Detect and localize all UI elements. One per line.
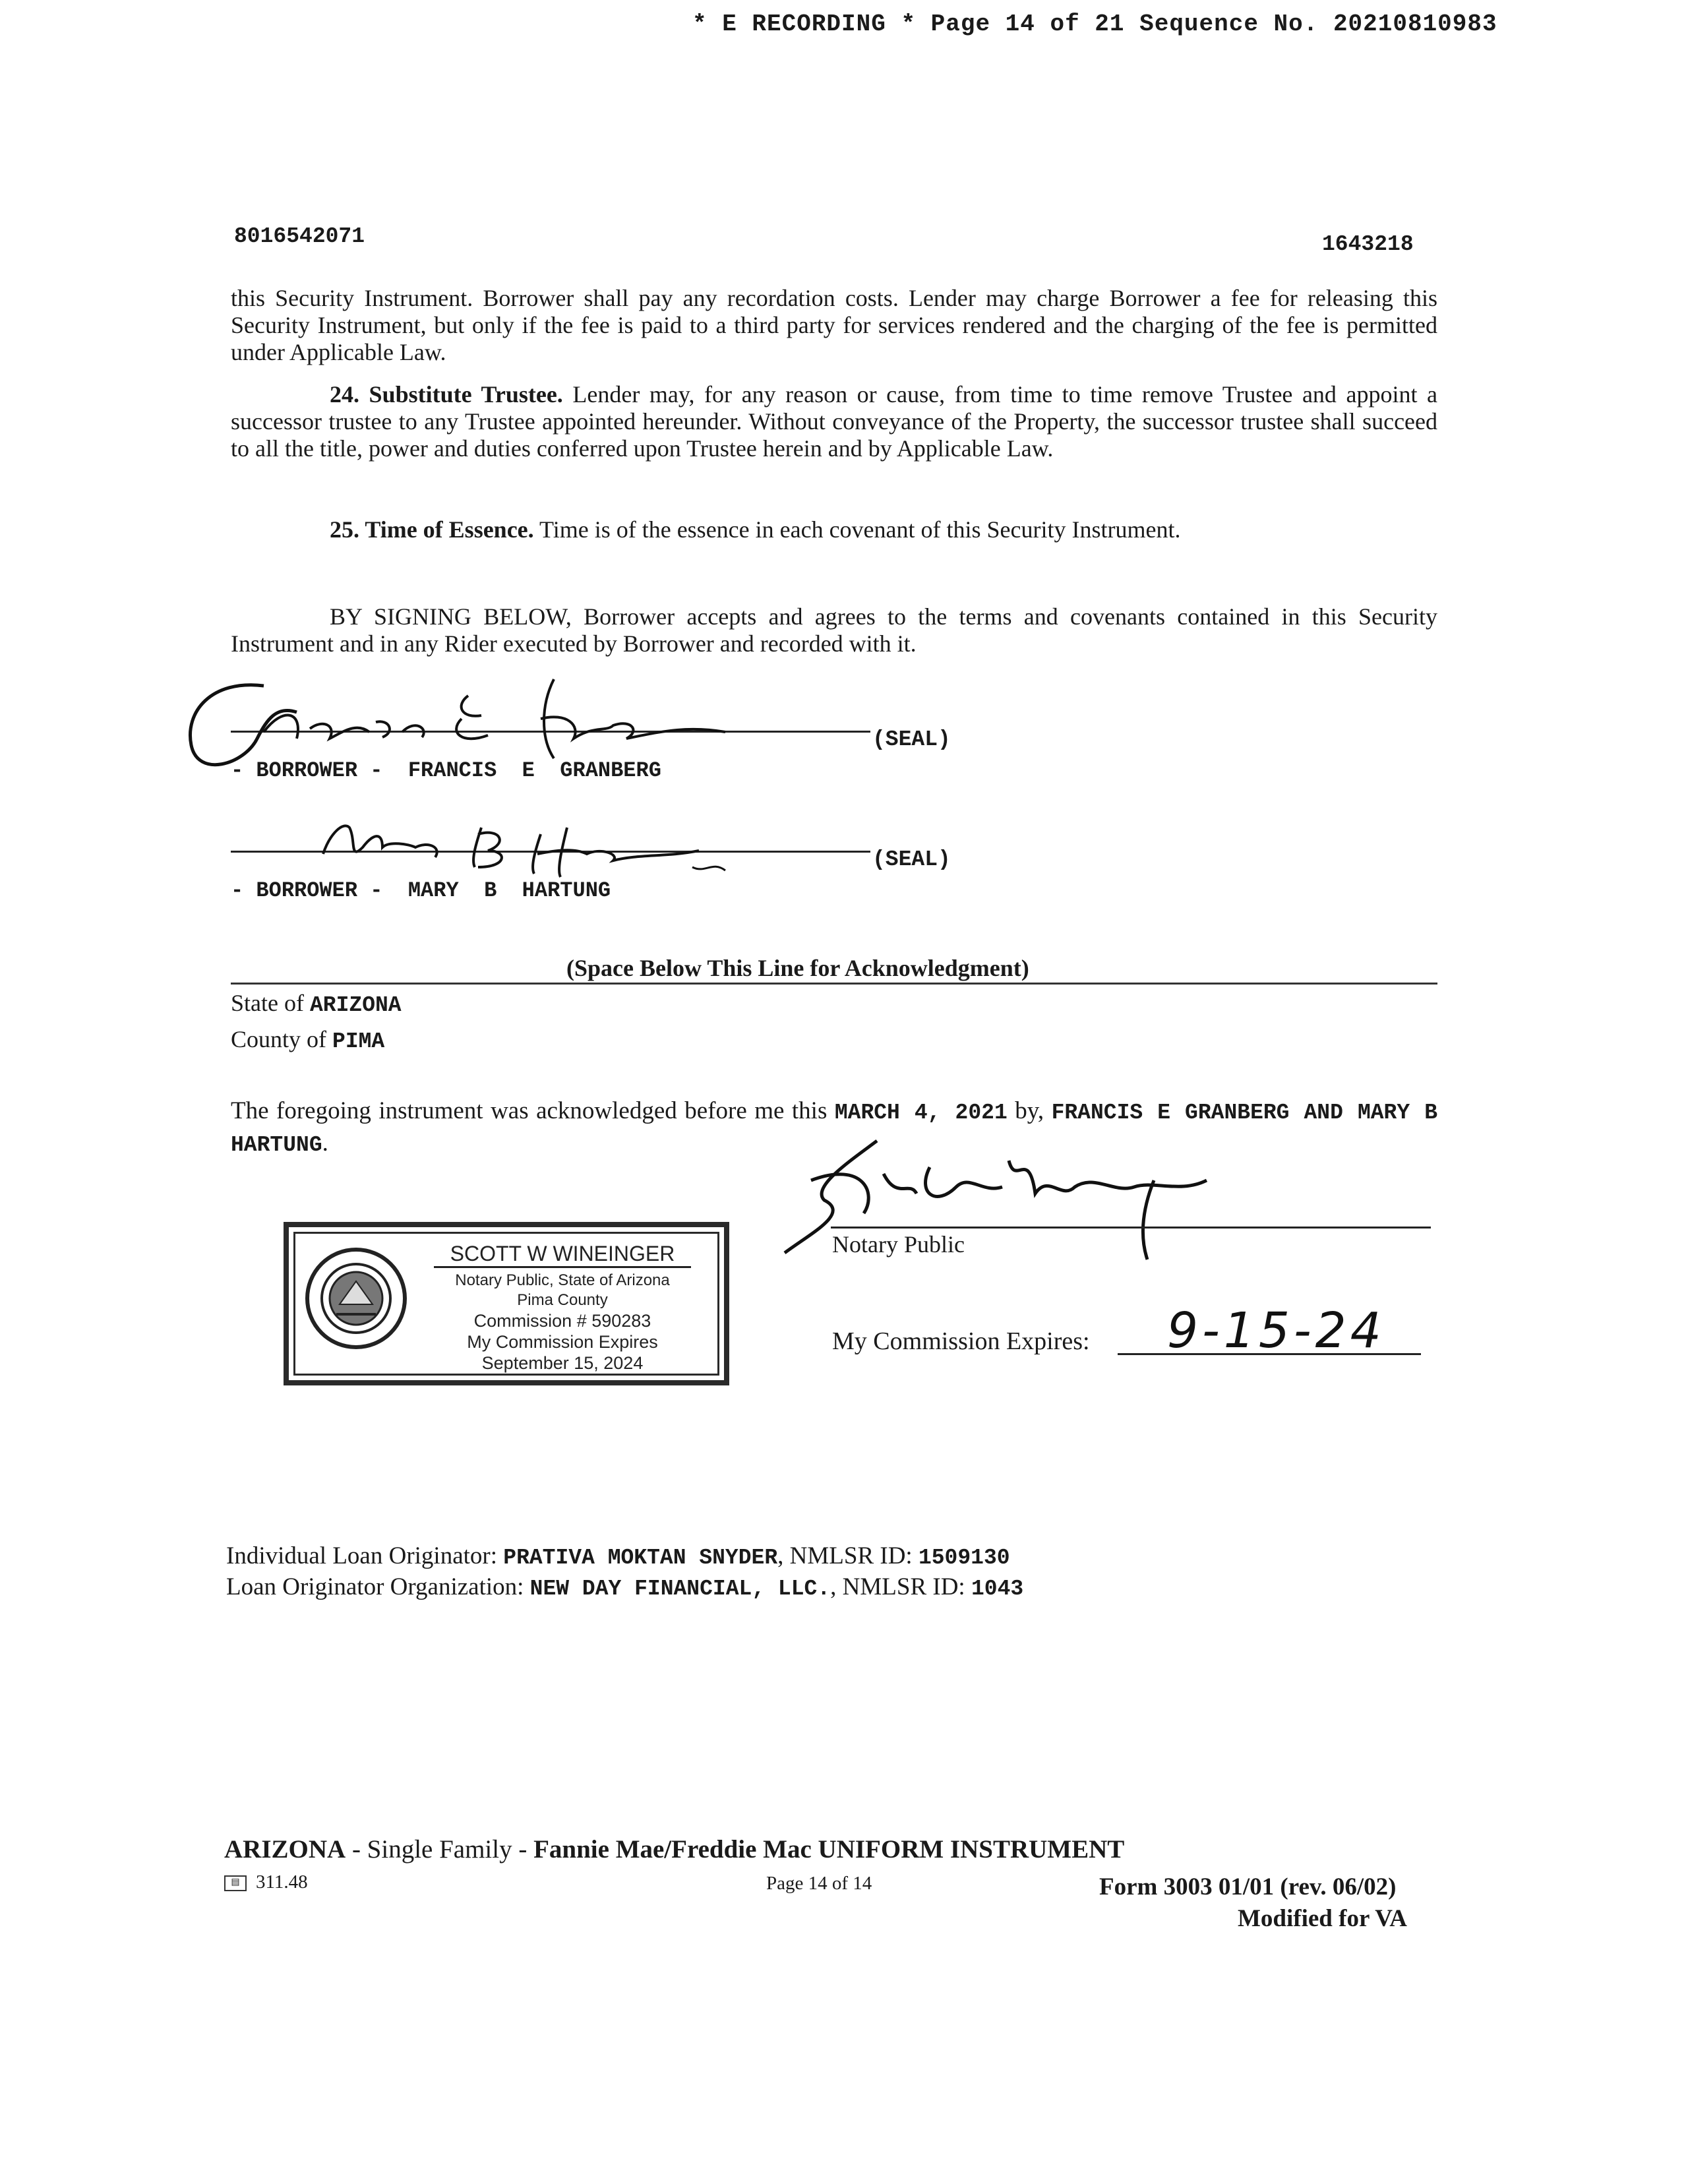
footer-form-title bbox=[224, 1835, 1124, 1864]
org-originator-label: Loan Originator Organization: bbox=[226, 1573, 530, 1600]
individual-nmls-label: , NMLSR ID: bbox=[777, 1542, 919, 1569]
borrower2-name: - BORROWER - MARY B HARTUNG bbox=[231, 878, 611, 903]
footer-state: ARIZONA bbox=[224, 1835, 346, 1864]
signing-paragraph: BY SIGNING BELOW, Borrower accepts and agrees to the terms and covenants contained in this Security Instrument and in any Rider executed by Borrower and recorded with it. bbox=[231, 603, 1437, 657]
state-prefix: State of bbox=[231, 990, 310, 1016]
stamp-line5: My Commission Expires bbox=[467, 1332, 658, 1352]
borrower2-signature bbox=[310, 808, 738, 887]
org-originator-name: NEW DAY FINANCIAL, LLC. bbox=[529, 1577, 831, 1601]
org-nmls-id: 1043 bbox=[971, 1577, 1024, 1601]
footer-code-line bbox=[224, 1871, 308, 1893]
notary-signature-line bbox=[831, 1227, 1431, 1228]
section-25-title: 25. Time of Essence. bbox=[330, 516, 534, 543]
ack-prefix: The foregoing instrument was acknowledged before me this bbox=[231, 1097, 835, 1124]
ack-date: MARCH 4, 2021 bbox=[834, 1101, 1008, 1125]
footer-uniform-instrument: Fannie Mae/Freddie Mac UNIFORM INSTRUMENT bbox=[533, 1835, 1125, 1864]
notary-stamp bbox=[284, 1222, 729, 1385]
org-nmls-label: , NMLSR ID: bbox=[830, 1573, 971, 1600]
org-originator-line bbox=[226, 1573, 1023, 1601]
section-25-paragraph bbox=[231, 516, 1437, 543]
footer-logo-icon: ▤ bbox=[224, 1875, 247, 1891]
stamp-line2: Notary Public, State of Arizona bbox=[455, 1271, 670, 1289]
county-value: PIMA bbox=[332, 1029, 385, 1054]
footer-modified: Modified for VA bbox=[1238, 1905, 1407, 1932]
section-24-paragraph bbox=[231, 381, 1437, 462]
county-prefix: County of bbox=[231, 1026, 333, 1052]
ack-names: FRANCIS E GRANBERG AND MARY B HARTUNG bbox=[231, 1101, 1437, 1157]
individual-originator-line bbox=[226, 1542, 1010, 1570]
stamp-commission-number: Commission # 590283 bbox=[473, 1311, 651, 1331]
recording-header: * E RECORDING * Page 14 of 21 Sequence No. 20210810983 bbox=[692, 11, 1497, 38]
footer-desc: - Single Family - bbox=[346, 1835, 534, 1864]
state-value: ARIZONA bbox=[309, 993, 402, 1017]
stamp-notary-name: SCOTT W WINEINGER bbox=[434, 1242, 691, 1268]
county-line bbox=[231, 1025, 384, 1054]
acknowledgment-divider bbox=[231, 983, 1437, 985]
commission-expires-handwritten: 9-15-24 bbox=[1167, 1302, 1385, 1359]
notary-public-label: Notary Public bbox=[832, 1231, 965, 1258]
stamp-expiration-date: September 15, 2024 bbox=[481, 1353, 644, 1373]
stamp-line3: Pima County bbox=[517, 1291, 608, 1309]
recordation-paragraph: this Security Instrument. Borrower shall pay any recordation costs. Lender may charge Borrower a fee for releasing this Security Instrument, but only if the fee is paid to a third party for services rendered and the charging of the fee is permitted under Applicable Law. bbox=[231, 285, 1437, 365]
footer-form-number: Form 3003 01/01 (rev. 06/02) bbox=[1099, 1873, 1397, 1900]
borrower1-seal: (SEAL) bbox=[872, 727, 951, 752]
arizona-seal-icon bbox=[303, 1242, 409, 1355]
section-24-title: 24. Substitute Trustee. bbox=[330, 381, 563, 408]
borrower1-name: - BORROWER - FRANCIS E GRANBERG bbox=[231, 758, 661, 783]
ack-by: by, bbox=[1007, 1097, 1052, 1124]
individual-originator-label: Individual Loan Originator: bbox=[226, 1542, 504, 1569]
section-25-text: Time is of the essence in each covenant of this Security Instrument. bbox=[533, 516, 1181, 543]
footer-code: 311.48 bbox=[256, 1871, 308, 1893]
footer-page-number: Page 14 of 14 bbox=[766, 1873, 872, 1894]
individual-nmls-id: 1509130 bbox=[918, 1546, 1010, 1570]
acknowledgment-divider-label: (Space Below This Line for Acknowledgment) bbox=[564, 954, 1032, 982]
loan-number: 8016542071 bbox=[234, 224, 365, 249]
ack-end: . bbox=[322, 1130, 328, 1157]
state-line bbox=[231, 989, 402, 1017]
section-24-text: Lender may, for any reason or cause, from time to time remove Trustee and appoint a successor trustee to any Trustee appointed hereunder. Without conveyance of the Property, the successor trustee shall succeed to all the title, power and duties conferred upon Trustee herein and by Applicable Law. bbox=[231, 381, 1438, 462]
borrower2-seal: (SEAL) bbox=[872, 847, 951, 872]
individual-originator-name: PRATIVA MOKTAN SNYDER bbox=[503, 1546, 778, 1570]
commission-expires-label: My Commission Expires: bbox=[832, 1327, 1090, 1355]
document-number: 1643218 bbox=[1322, 232, 1414, 257]
